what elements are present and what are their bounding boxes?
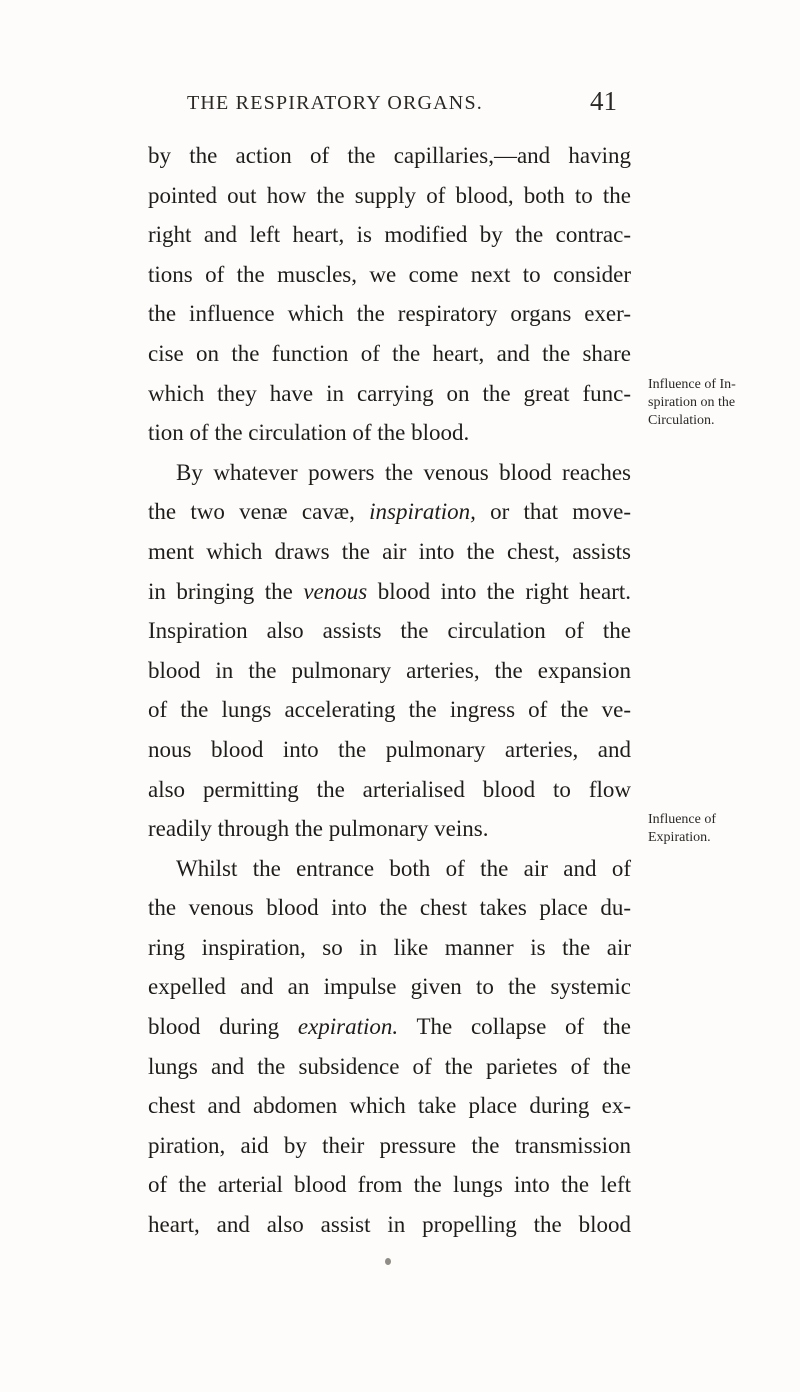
text-line: cise on the function of the heart, and the share (148, 340, 631, 366)
text-line: also permitting the arterialised blood to flow (148, 776, 631, 802)
text-line: tions of the muscles, we come next to consider (148, 261, 631, 287)
margin-note-inspiration: Influence of In- spiration on the Circulation. (648, 377, 736, 428)
text-line: Inspiration also assists the circulation of the (148, 618, 631, 644)
text-line: blood during expiration. The collapse of the (148, 1014, 631, 1040)
text-line: of the arterial blood from the lungs into the left (148, 1172, 631, 1198)
text-line: readily through the pulmonary veins. (148, 816, 489, 842)
text-line: by the action of the capillaries,—and having (148, 143, 631, 168)
text-line: nous blood into the pulmonary arteries, and (148, 736, 631, 762)
text-line: in bringing the venous blood into the right heart. (148, 578, 631, 604)
text-line: expelled and an impulse given to the systemic (148, 974, 631, 1000)
text-line: pointed out how the supply of blood, both to the (148, 182, 631, 208)
ink-spot (385, 1258, 391, 1265)
text-line: blood in the pulmonary arteries, the expansion (148, 657, 631, 683)
text-line: ment which draws the air into the chest, assists (148, 538, 631, 564)
text-line: Whilst the entrance both of the air and of (176, 855, 631, 881)
text-line: heart, and also assist in propelling the blood (148, 1212, 631, 1238)
text-line: lungs and the subsidence of the parietes of the (148, 1053, 631, 1079)
body-text (148, 136, 631, 1245)
text-line: right and left heart, is modified by the contrac- (148, 222, 631, 248)
text-line: ring inspiration, so in like manner is the air (148, 934, 631, 960)
italic-term: venous (303, 578, 368, 604)
running-title: THE RESPIRATORY ORGANS. (187, 92, 483, 114)
margin-note-expiration: Influence of Expiration. (648, 812, 717, 845)
text-line: the venous blood into the chest takes place du- (148, 895, 631, 921)
text-line: of the lungs accelerating the ingress of the ve- (148, 697, 631, 723)
text-line: the two venæ cavæ, inspiration, or that move- (148, 499, 632, 525)
text-line: chest and abdomen which take place during ex- (148, 1093, 631, 1119)
text-line: which they have in carrying on the great func- (148, 380, 631, 406)
text-line: the influence which the respiratory organs exer- (148, 301, 631, 327)
text-line: By whatever powers the venous blood reaches (176, 459, 631, 485)
text-line: piration, aid by their pressure the transmission (148, 1132, 631, 1158)
text-line: tion of the circulation of the blood. (148, 420, 470, 446)
italic-term: expiration. (297, 1014, 399, 1040)
page-number: 41 (590, 86, 617, 116)
page-header (0, 86, 800, 126)
italic-term: inspiration, (369, 499, 476, 525)
